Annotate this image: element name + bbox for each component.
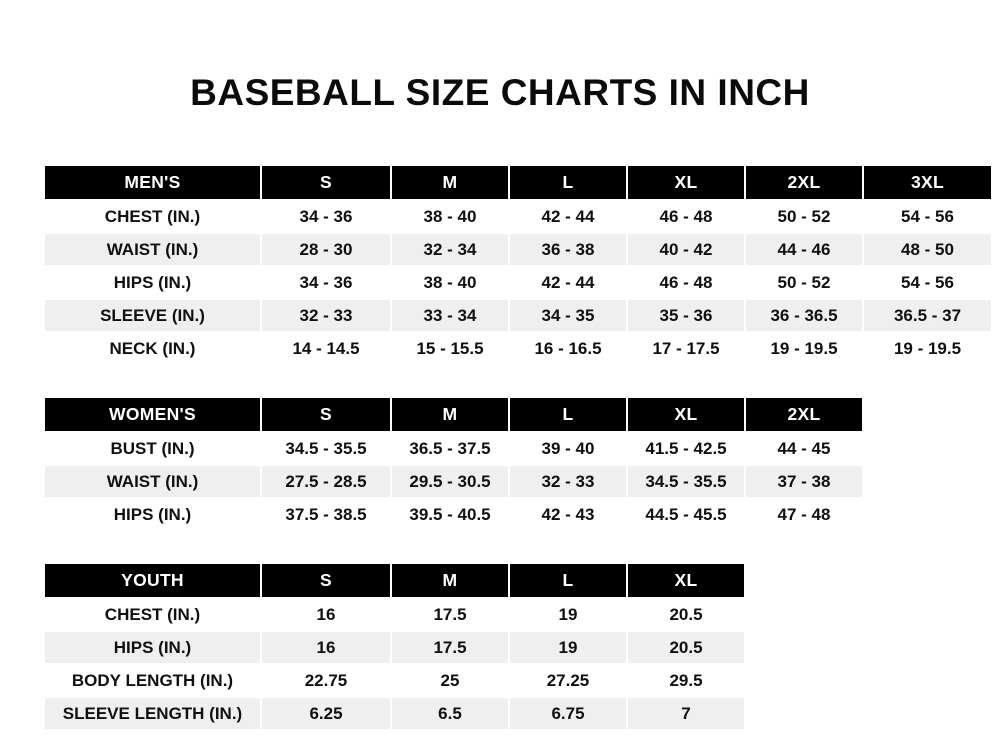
mens-cell: 40 - 42 <box>627 233 745 266</box>
table-row <box>44 299 992 332</box>
youth-header-l: L <box>509 563 627 598</box>
womens-cell: 36.5 - 37.5 <box>391 432 509 465</box>
youth-size-table <box>43 562 746 731</box>
womens-cell: 34.5 - 35.5 <box>261 432 391 465</box>
youth-cell: 6.5 <box>391 697 509 730</box>
youth-cell: 16 <box>261 631 391 664</box>
mens-cell: 34 - 36 <box>261 266 391 299</box>
table-row <box>44 266 992 299</box>
womens-cell: 42 - 43 <box>509 498 627 531</box>
mens-cell: 38 - 40 <box>391 266 509 299</box>
mens-cell: 44 - 46 <box>745 233 863 266</box>
womens-cell: 47 - 48 <box>745 498 863 531</box>
mens-header-3xl: 3XL <box>863 165 992 200</box>
womens-cell: 39 - 40 <box>509 432 627 465</box>
youth-cell: 19 <box>509 598 627 631</box>
mens-cell: 42 - 44 <box>509 266 627 299</box>
womens-table-head <box>44 397 863 432</box>
mens-cell: 36.5 - 37 <box>863 299 992 332</box>
womens-size-table <box>43 396 864 532</box>
table-header-row <box>44 397 863 432</box>
youth-cell: 17.5 <box>391 598 509 631</box>
womens-row-label: HIPS (IN.) <box>44 498 261 531</box>
mens-cell: 14 - 14.5 <box>261 332 391 365</box>
youth-cell: 19 <box>509 631 627 664</box>
mens-cell: 42 - 44 <box>509 200 627 233</box>
youth-table-head <box>44 563 745 598</box>
youth-cell: 7 <box>627 697 745 730</box>
mens-table-body <box>44 200 992 365</box>
mens-cell: 34 - 35 <box>509 299 627 332</box>
mens-header-category: MEN'S <box>44 165 261 200</box>
mens-header-2xl: 2XL <box>745 165 863 200</box>
youth-row-label: SLEEVE LENGTH (IN.) <box>44 697 261 730</box>
mens-cell: 34 - 36 <box>261 200 391 233</box>
youth-header-category: YOUTH <box>44 563 261 598</box>
womens-header-m: M <box>391 397 509 432</box>
mens-size-table <box>43 164 993 366</box>
mens-cell: 48 - 50 <box>863 233 992 266</box>
mens-cell: 32 - 33 <box>261 299 391 332</box>
youth-cell: 22.75 <box>261 664 391 697</box>
table-row <box>44 631 745 664</box>
mens-cell: 15 - 15.5 <box>391 332 509 365</box>
mens-header-xl: XL <box>627 165 745 200</box>
youth-header-m: M <box>391 563 509 598</box>
womens-cell: 37 - 38 <box>745 465 863 498</box>
youth-header-xl: XL <box>627 563 745 598</box>
page-title: BASEBALL SIZE CHARTS IN INCH <box>190 72 810 113</box>
table-row <box>44 498 863 531</box>
mens-table-head <box>44 165 992 200</box>
table-row <box>44 664 745 697</box>
youth-table-body <box>44 598 745 730</box>
mens-cell: 50 - 52 <box>745 200 863 233</box>
womens-header-s: S <box>261 397 391 432</box>
mens-cell: 32 - 34 <box>391 233 509 266</box>
mens-header-s: S <box>261 165 391 200</box>
table-row <box>44 432 863 465</box>
youth-row-label: BODY LENGTH (IN.) <box>44 664 261 697</box>
mens-cell: 38 - 40 <box>391 200 509 233</box>
tables-container <box>0 164 1000 731</box>
mens-cell: 50 - 52 <box>745 266 863 299</box>
mens-cell: 54 - 56 <box>863 200 992 233</box>
womens-cell: 39.5 - 40.5 <box>391 498 509 531</box>
table-header-row <box>44 165 992 200</box>
womens-header-l: L <box>509 397 627 432</box>
table-row <box>44 697 745 730</box>
mens-header-l: L <box>509 165 627 200</box>
womens-row-label: BUST (IN.) <box>44 432 261 465</box>
mens-row-label: CHEST (IN.) <box>44 200 261 233</box>
mens-cell: 46 - 48 <box>627 200 745 233</box>
mens-cell: 33 - 34 <box>391 299 509 332</box>
youth-cell: 27.25 <box>509 664 627 697</box>
womens-cell: 27.5 - 28.5 <box>261 465 391 498</box>
youth-row-label: HIPS (IN.) <box>44 631 261 664</box>
womens-cell: 29.5 - 30.5 <box>391 465 509 498</box>
mens-cell: 19 - 19.5 <box>745 332 863 365</box>
womens-header-xl: XL <box>627 397 745 432</box>
womens-cell: 32 - 33 <box>509 465 627 498</box>
youth-cell: 25 <box>391 664 509 697</box>
mens-row-label: WAIST (IN.) <box>44 233 261 266</box>
table-row <box>44 465 863 498</box>
mens-cell: 36 - 38 <box>509 233 627 266</box>
mens-row-label: HIPS (IN.) <box>44 266 261 299</box>
mens-cell: 36 - 36.5 <box>745 299 863 332</box>
youth-cell: 6.25 <box>261 697 391 730</box>
table-row <box>44 200 992 233</box>
youth-row-label: CHEST (IN.) <box>44 598 261 631</box>
table-row <box>44 598 745 631</box>
mens-cell: 28 - 30 <box>261 233 391 266</box>
mens-cell: 35 - 36 <box>627 299 745 332</box>
mens-header-m: M <box>391 165 509 200</box>
youth-cell: 29.5 <box>627 664 745 697</box>
womens-table-body <box>44 432 863 531</box>
youth-cell: 16 <box>261 598 391 631</box>
womens-cell: 44.5 - 45.5 <box>627 498 745 531</box>
mens-row-label: SLEEVE (IN.) <box>44 299 261 332</box>
table-row <box>44 332 992 365</box>
mens-cell: 16 - 16.5 <box>509 332 627 365</box>
womens-cell: 41.5 - 42.5 <box>627 432 745 465</box>
womens-cell: 44 - 45 <box>745 432 863 465</box>
mens-cell: 17 - 17.5 <box>627 332 745 365</box>
mens-cell: 46 - 48 <box>627 266 745 299</box>
womens-header-2xl: 2XL <box>745 397 863 432</box>
mens-row-label: NECK (IN.) <box>44 332 261 365</box>
mens-cell: 54 - 56 <box>863 266 992 299</box>
womens-row-label: WAIST (IN.) <box>44 465 261 498</box>
womens-header-category: WOMEN'S <box>44 397 261 432</box>
youth-cell: 17.5 <box>391 631 509 664</box>
mens-cell: 19 - 19.5 <box>863 332 992 365</box>
youth-cell: 6.75 <box>509 697 627 730</box>
youth-cell: 20.5 <box>627 631 745 664</box>
womens-cell: 34.5 - 35.5 <box>627 465 745 498</box>
youth-cell: 20.5 <box>627 598 745 631</box>
womens-cell: 37.5 - 38.5 <box>261 498 391 531</box>
youth-header-s: S <box>261 563 391 598</box>
table-row <box>44 233 992 266</box>
table-header-row <box>44 563 745 598</box>
